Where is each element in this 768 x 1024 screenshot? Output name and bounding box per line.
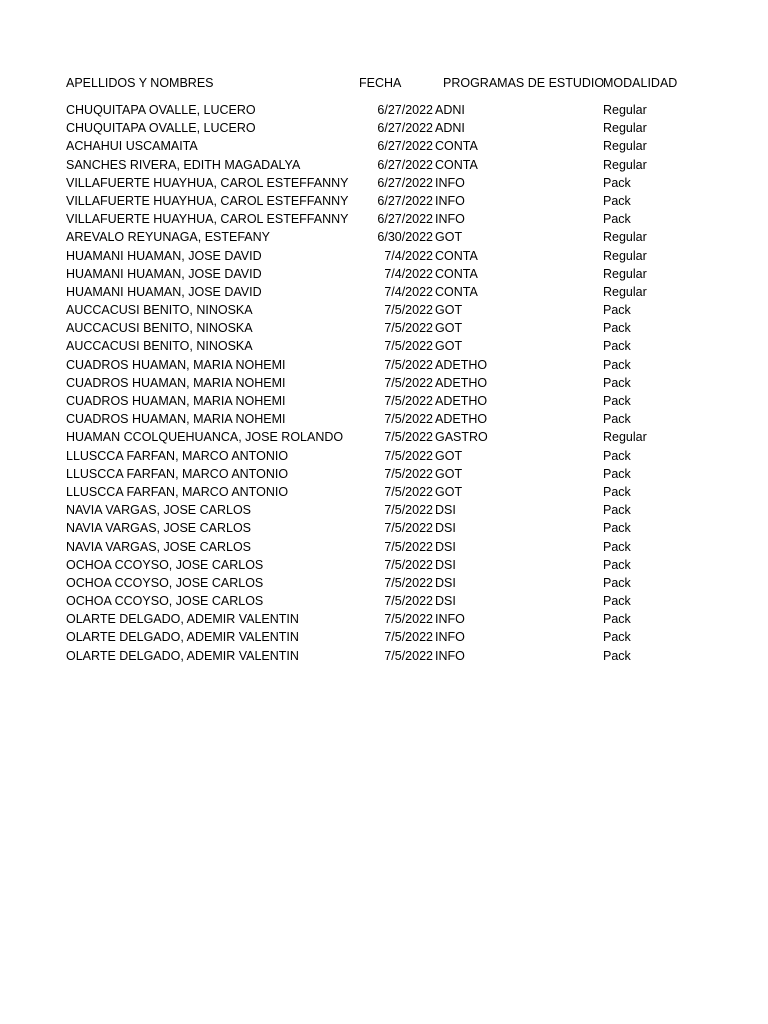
row-date: 7/5/2022 [384,521,433,536]
table-row [0,283,768,301]
row-name: VILLAFUERTE HUAYHUA, CAROL ESTEFFANNY [66,212,349,227]
table-row [0,519,768,537]
row-name: OCHOA CCOYSO, JOSE CARLOS [66,557,264,572]
row-modality: Pack [603,648,631,663]
row-name: HUAMANI HUAMAN, JOSE DAVID [66,248,262,263]
row-program: GOT [435,230,463,245]
table-header [0,74,768,92]
row-modality: Pack [603,193,631,208]
row-modality: Pack [603,466,631,481]
table-row [0,119,768,137]
header-name: APELLIDOS Y NOMBRES [66,76,214,90]
row-date: 7/5/2022 [384,303,433,318]
row-program: DSI [435,539,456,554]
row-modality: Pack [603,630,631,645]
row-modality: Pack [603,521,631,536]
row-modality: Pack [603,339,631,354]
header-modality: MODALIDAD [603,76,678,90]
row-name: OLARTE DELGADO, ADEMIR VALENTIN [66,648,299,663]
row-modality: Regular [603,139,647,154]
row-date: 6/27/2022 [377,139,433,154]
row-name: NAVIA VARGAS, JOSE CARLOS [66,539,252,554]
row-name: CUADROS HUAMAN, MARIA NOHEMI [66,375,286,390]
row-name: OCHOA CCOYSO, JOSE CARLOS [66,575,264,590]
table-row [0,301,768,319]
table-row [0,337,768,355]
row-name: VILLAFUERTE HUAYHUA, CAROL ESTEFFANNY [66,193,349,208]
row-name: HUAMAN CCOLQUEHUANCA, JOSE ROLANDO [66,430,344,445]
table-row [0,247,768,265]
row-program: ADNI [435,121,465,136]
table-row [0,265,768,283]
row-date: 7/5/2022 [384,394,433,408]
row-program: CONTA [435,157,478,172]
row-date: 6/27/2022 [377,157,433,172]
row-modality: Regular [603,430,647,445]
row-modality: Regular [603,266,647,281]
row-date: 6/27/2022 [377,212,433,227]
row-name: ACHAHUI USCAMAITA [66,139,198,154]
row-modality: Regular [603,157,647,172]
row-program: DSI [435,521,456,536]
row-name: AUCCACUSI BENITO, NINOSKA [66,321,253,336]
table-row [0,101,768,119]
row-program: INFO [435,175,465,190]
row-program: DSI [435,594,456,609]
row-modality: Pack [603,448,631,463]
header-program: PROGRAMAS DE ESTUDIO [443,76,605,90]
table-row [0,356,768,374]
table-row [0,374,768,392]
row-modality: Pack [603,375,631,390]
row-name: CHUQUITAPA OVALLE, LUCERO [66,121,256,136]
row-date: 7/5/2022 [384,557,433,572]
row-modality: Pack [603,394,631,408]
row-date: 7/5/2022 [384,412,433,427]
table-body [0,101,768,665]
row-date: 7/5/2022 [384,612,433,627]
row-modality: Pack [603,303,631,318]
row-date: 6/27/2022 [377,121,433,136]
row-modality: Pack [603,412,631,427]
row-modality: Pack [603,212,631,227]
row-name: CUADROS HUAMAN, MARIA NOHEMI [66,394,286,408]
row-program: GOT [435,339,463,354]
row-name: AUCCACUSI BENITO, NINOSKA [66,303,253,318]
row-modality: Pack [603,594,631,609]
row-program: INFO [435,648,465,663]
row-date: 7/5/2022 [384,630,433,645]
row-modality: Pack [603,575,631,590]
table-row [0,538,768,556]
row-modality: Pack [603,321,631,336]
row-date: 7/4/2022 [384,284,433,299]
row-program: INFO [435,630,465,645]
table-row [0,156,768,174]
row-date: 7/5/2022 [384,484,433,499]
row-program: GOT [435,466,463,481]
table-row [0,174,768,192]
row-name: NAVIA VARGAS, JOSE CARLOS [66,521,252,536]
row-name: CUADROS HUAMAN, MARIA NOHEMI [66,412,286,427]
row-name: LLUSCCA FARFAN, MARCO ANTONIO [66,484,289,499]
row-date: 7/5/2022 [384,575,433,590]
row-name: OLARTE DELGADO, ADEMIR VALENTIN [66,612,299,627]
row-modality: Pack [603,557,631,572]
table-row [0,192,768,210]
row-modality: Pack [603,612,631,627]
row-program: CONTA [435,139,478,154]
row-program: ADETHO [435,412,488,427]
row-name: HUAMANI HUAMAN, JOSE DAVID [66,284,262,299]
row-program: DSI [435,503,456,518]
table-row [0,574,768,592]
row-date: 7/5/2022 [384,539,433,554]
row-modality: Regular [603,284,647,299]
row-date: 7/5/2022 [384,466,433,481]
row-name: CUADROS HUAMAN, MARIA NOHEMI [66,357,286,372]
table-row [0,410,768,428]
row-program: CONTA [435,248,478,263]
row-program: ADETHO [435,394,488,408]
row-modality: Regular [603,248,647,263]
row-modality: Regular [603,103,647,117]
table-row [0,592,768,610]
table-row [0,610,768,628]
row-date: 6/30/2022 [377,230,433,245]
header-date: FECHA [359,76,402,90]
row-program: ADNI [435,103,465,117]
row-date: 7/5/2022 [384,648,433,663]
row-program: GOT [435,321,463,336]
row-name: AREVALO REYUNAGA, ESTEFANY [66,230,270,245]
row-date: 7/5/2022 [384,357,433,372]
table-row [0,392,768,410]
row-program: GOT [435,303,463,318]
row-program: DSI [435,575,456,590]
row-name: OCHOA CCOYSO, JOSE CARLOS [66,594,264,609]
row-program: INFO [435,612,465,627]
row-date: 7/5/2022 [384,448,433,463]
row-modality: Pack [603,357,631,372]
table-row [0,501,768,519]
row-program: ADETHO [435,375,488,390]
row-program: INFO [435,212,465,227]
row-modality: Regular [603,121,647,136]
row-date: 7/4/2022 [384,248,433,263]
table-row [0,465,768,483]
table-row [0,228,768,246]
row-modality: Pack [603,503,631,518]
row-name: CHUQUITAPA OVALLE, LUCERO [66,103,256,117]
row-name: VILLAFUERTE HUAYHUA, CAROL ESTEFFANNY [66,175,349,190]
row-modality: Regular [603,230,647,245]
table-row [0,483,768,501]
table-row [0,137,768,155]
row-date: 6/27/2022 [377,193,433,208]
row-program: GOT [435,484,463,499]
row-name: LLUSCCA FARFAN, MARCO ANTONIO [66,466,289,481]
row-name: AUCCACUSI BENITO, NINOSKA [66,339,253,354]
row-name: LLUSCCA FARFAN, MARCO ANTONIO [66,448,289,463]
row-program: CONTA [435,284,478,299]
table-row [0,556,768,574]
table-row [0,319,768,337]
row-name: SANCHES RIVERA, EDITH MAGADALYA [66,157,301,172]
row-modality: Pack [603,539,631,554]
row-program: GOT [435,448,463,463]
table-row [0,647,768,665]
row-date: 7/5/2022 [384,321,433,336]
row-date: 7/5/2022 [384,503,433,518]
table-row [0,628,768,646]
row-date: 6/27/2022 [377,103,433,117]
row-program: GASTRO [435,430,488,445]
row-name: OLARTE DELGADO, ADEMIR VALENTIN [66,630,299,645]
row-program: CONTA [435,266,478,281]
row-modality: Pack [603,175,631,190]
row-name: NAVIA VARGAS, JOSE CARLOS [66,503,252,518]
table-row [0,210,768,228]
table-row [0,428,768,446]
row-modality: Pack [603,484,631,499]
row-date: 7/5/2022 [384,430,433,445]
table-row [0,447,768,465]
row-program: INFO [435,193,465,208]
row-date: 7/4/2022 [384,266,433,281]
row-program: ADETHO [435,357,488,372]
row-date: 7/5/2022 [384,594,433,609]
row-date: 7/5/2022 [384,339,433,354]
row-program: DSI [435,557,456,572]
row-date: 6/27/2022 [377,175,433,190]
row-date: 7/5/2022 [384,375,433,390]
row-name: HUAMANI HUAMAN, JOSE DAVID [66,266,262,281]
